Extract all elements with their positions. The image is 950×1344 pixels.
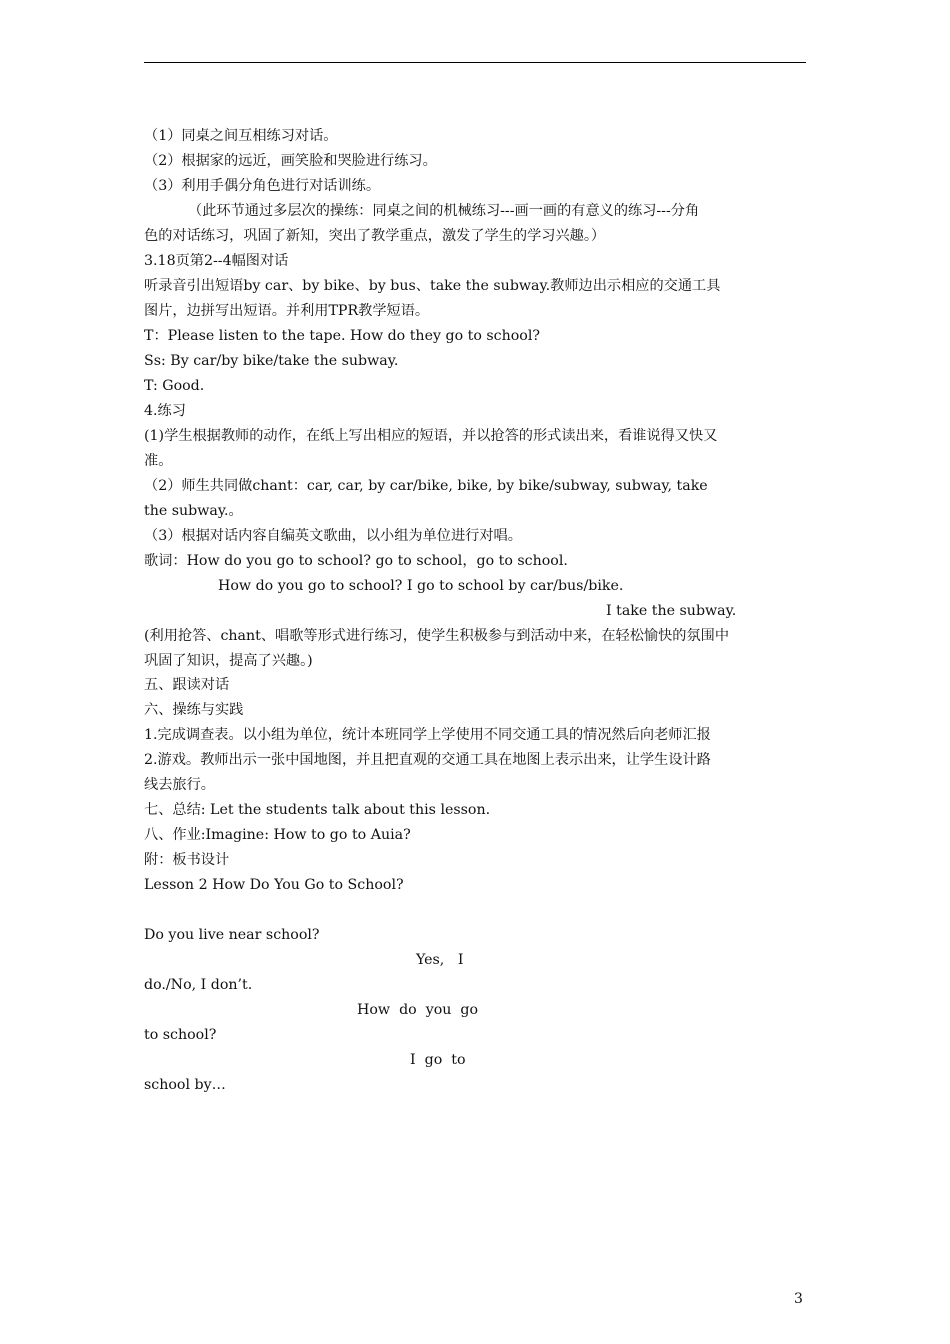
text-line: T：Please listen to the tape. How do they go to school? (144, 328, 540, 344)
text-line: 色的对话练习，巩固了新知，突出了教学重点，激发了学生的学习兴趣。） (144, 228, 606, 244)
text-line: I go to (410, 1052, 466, 1068)
text-line: 巩固了知识，提高了兴趣。) (144, 653, 313, 669)
text-line: How do you go to school? I go to school by car/bus/bike. (218, 578, 624, 594)
text-line: T: Good. (144, 378, 205, 394)
text-line: 歌词：How do you go to school? go to school，go to school. (144, 553, 568, 569)
text-line: 1.完成调查表。以小组为单位，统计本班同学上学使用不同交通工具的情况然后向老师汇报 (144, 727, 711, 743)
text-line: the subway.。 (144, 503, 243, 519)
text-line: I take the subway. (606, 603, 737, 619)
text-line: school by… (144, 1077, 226, 1093)
text-line: Yes, I (416, 952, 464, 968)
text-line: 听录音引出短语by car、by bike、by bus、take the subway.教师边出示相应的交通工具 (144, 278, 721, 294)
text-line: do./No, I don’t. (144, 977, 253, 993)
text-line: 八、作业:Imagine: How to go to Auia? (144, 827, 411, 843)
text-line: (1)学生根据教师的动作，在纸上写出相应的短语，并以抢答的形式读出来，看谁说得又快又 (144, 428, 718, 444)
text-line: 4.练习 (144, 403, 186, 419)
text-line: 3.18页第2--4幅图对话 (144, 253, 289, 269)
text-line: (利用抢答、chant、唱歌等形式进行练习，使学生积极参与到活动中来，在轻松愉快的氛围中 (144, 628, 730, 644)
text-line: （3）利用手偶分角色进行对话训练。 (144, 178, 381, 194)
text-line: How do you go (357, 1002, 479, 1018)
text-line: （2）师生共同做chant：car, car, by car/bike, bike, by bike/subway, subway, take (144, 478, 708, 494)
text-line: 五、跟读对话 (144, 677, 230, 693)
text-line: Do you live near school? (144, 927, 320, 943)
page-number: 3 (794, 1291, 803, 1307)
text-line: （此环节通过多层次的操练：同桌之间的机械练习---画一画的有意义的练习---分角 (188, 203, 700, 219)
text-line: Lesson 2 How Do You Go to School? (144, 877, 404, 893)
text-line: 2.游戏。教师出示一张中国地图，并且把直观的交通工具在地图上表示出来，让学生设计路 (144, 752, 711, 768)
text-line: （1）同桌之间互相练习对话。 (144, 128, 338, 144)
header-rule (144, 62, 806, 63)
text-line: Ss: By car/by bike/take the subway. (144, 353, 399, 369)
text-line: 七、总结: Let the students talk about this lesson. (144, 802, 491, 818)
text-line: 准。 (144, 453, 173, 469)
text-line: （3）根据对话内容自编英文歌曲，以小组为单位进行对唱。 (144, 528, 522, 544)
text-line: to school? (144, 1027, 217, 1043)
text-line: 线去旅行。 (144, 777, 215, 793)
text-line: 六、操练与实践 (144, 702, 244, 718)
text-line: 图片，边拼写出短语。并利用TPR教学短语。 (144, 303, 430, 319)
text-line: 附：板书设计 (144, 852, 230, 868)
text-line: （2）根据家的远近，画笑脸和哭脸进行练习。 (144, 153, 437, 169)
